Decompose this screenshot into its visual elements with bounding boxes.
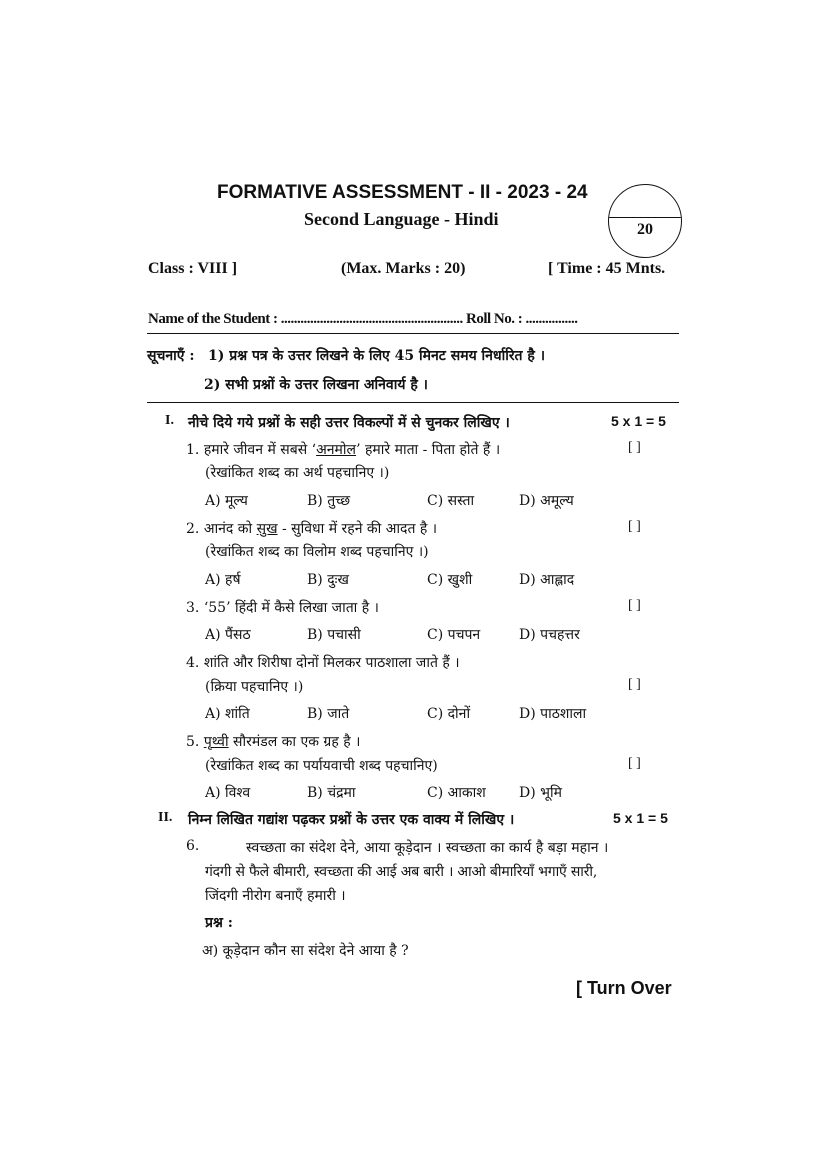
question-text: ‘55’ हिंदी में कैसे लिखा जाता है । — [203, 600, 379, 616]
option-c: C) खुशी — [427, 572, 473, 588]
section-2-title: निम्न लिखित गद्यांश पढ़कर प्रश्नों के उत्तर एक वाक्य में लिखिए । — [188, 812, 515, 828]
question-6-number: 6. — [186, 838, 200, 854]
answer-bracket: [ ] — [628, 440, 641, 455]
question-3 — [186, 598, 379, 617]
question-number: 4. — [186, 655, 200, 671]
instruction-2: 2) सभी प्रश्नों के उत्तर लिखना अनिवार्य है । — [204, 377, 428, 393]
answer-bracket: [ ] — [628, 519, 641, 534]
question-label: प्रश्न : — [205, 915, 233, 931]
max-marks-label: (Max. Marks : 20) — [341, 260, 466, 277]
sub-question-a: अ) कूड़ेदान कौन सा संदेश देने आया है ? — [202, 943, 409, 959]
option-c: C) आकाश — [427, 785, 486, 801]
section-1-number: I. — [165, 413, 174, 428]
total-marks-value: 20 — [637, 221, 653, 238]
option-d: D) आह्लाद — [519, 572, 575, 588]
question-number: 3. — [186, 600, 200, 616]
divider-top — [147, 333, 679, 334]
page-subtitle: Second Language - Hindi — [304, 209, 499, 229]
option-b: B) चंद्रमा — [307, 785, 356, 801]
question-text: पृथ्वी सौरमंडल का एक ग्रह है । — [203, 734, 361, 750]
option-a: A) पैंसठ — [205, 627, 251, 643]
question-hint: (रेखांकित शब्द का पर्यायवाची शब्द पहचानिए) — [205, 758, 438, 774]
option-c: C) पचपन — [427, 627, 481, 643]
student-name-roll-line: Name of the Student : ........................................................ Roll No. : ................ — [148, 311, 578, 327]
page-title: FORMATIVE ASSESSMENT - II - 2023 - 24 — [217, 182, 588, 203]
answer-bracket: [ ] — [628, 598, 641, 613]
option-b: B) तुच्छ — [307, 493, 351, 509]
underlined-word: सुख — [256, 521, 278, 537]
question-2 — [186, 519, 437, 538]
total-marks-circle — [608, 184, 682, 258]
option-d: D) पचहत्तर — [519, 627, 580, 643]
class-label: Class : VIII ] — [148, 260, 238, 277]
time-label: [ Time : 45 Mnts. — [548, 260, 666, 277]
option-a: A) हर्ष — [205, 572, 241, 588]
turn-over-label: [ Turn Over — [576, 978, 672, 998]
question-number: 2. — [186, 521, 200, 537]
option-b: B) जाते — [307, 706, 350, 722]
instruction-1: 1) प्रश्न पत्र के उत्तर लिखने के लिए 45 मिनट समय निर्धारित है । — [208, 348, 546, 364]
section-1-marks: 5 x 1 = 5 — [611, 413, 666, 429]
instructions-label: सूचनाएँ : — [147, 348, 195, 364]
option-a: A) मूल्य — [205, 493, 248, 509]
question-1 — [186, 440, 500, 459]
option-a: A) शांति — [205, 706, 250, 722]
option-a: A) विश्व — [205, 785, 251, 801]
option-b: B) पचासी — [307, 627, 361, 643]
question-text: आनंद को सुख - सुविधा में रहने की आदत है । — [203, 521, 438, 537]
question-hint: (क्रिया पहचानिए ।) — [205, 679, 304, 695]
option-d: D) भूमि — [519, 785, 562, 801]
question-4 — [186, 653, 460, 672]
section-2-marks: 5 x 1 = 5 — [613, 810, 668, 826]
answer-bracket: [ ] — [628, 756, 641, 771]
divider-instructions — [147, 402, 679, 403]
question-hint: (रेखांकित शब्द का अर्थ पहचानिए ।) — [205, 465, 390, 481]
question-5 — [186, 732, 360, 751]
passage-line-2: गंदगी से फैले बीमारी, स्वच्छता की आई अब बारी । आओ बीमारियाँ भगाएँ सारी, — [205, 864, 598, 880]
question-text: शांति और शिरीषा दोनों मिलकर पाठशाला जाते हैं । — [203, 655, 460, 671]
answer-bracket: [ ] — [628, 677, 641, 692]
option-d: D) अमूल्य — [519, 493, 574, 509]
question-number: 1. — [186, 442, 200, 458]
option-b: B) दुःख — [307, 572, 349, 588]
passage-line-1: स्वच्छता का संदेश देने, आया कूड़ेदान । स्वच्छता का कार्य है बड़ा महान । — [246, 840, 609, 856]
option-d: D) पाठशाला — [519, 706, 587, 722]
underlined-word: अनमोल — [316, 442, 357, 458]
option-c: C) सस्ता — [427, 493, 475, 509]
section-1-title: नीचे दिये गये प्रश्नों के सही उत्तर विकल्पों में से चुनकर लिखिए । — [188, 415, 510, 431]
question-text: हमारे जीवन में सबसे ‘अनमोल’ हमारे माता - पिता होते हैं । — [203, 442, 501, 458]
section-2-number: II. — [158, 810, 173, 825]
option-c: C) दोनों — [427, 706, 471, 722]
passage-line-3: जिंदगी नीरोग बनाएँ हमारी । — [205, 888, 346, 904]
question-number: 5. — [186, 734, 200, 750]
underlined-word: पृथ्वी — [203, 734, 229, 750]
question-hint: (रेखांकित शब्द का विलोम शब्द पहचानिए ।) — [205, 544, 429, 560]
circle-divider — [609, 217, 681, 218]
